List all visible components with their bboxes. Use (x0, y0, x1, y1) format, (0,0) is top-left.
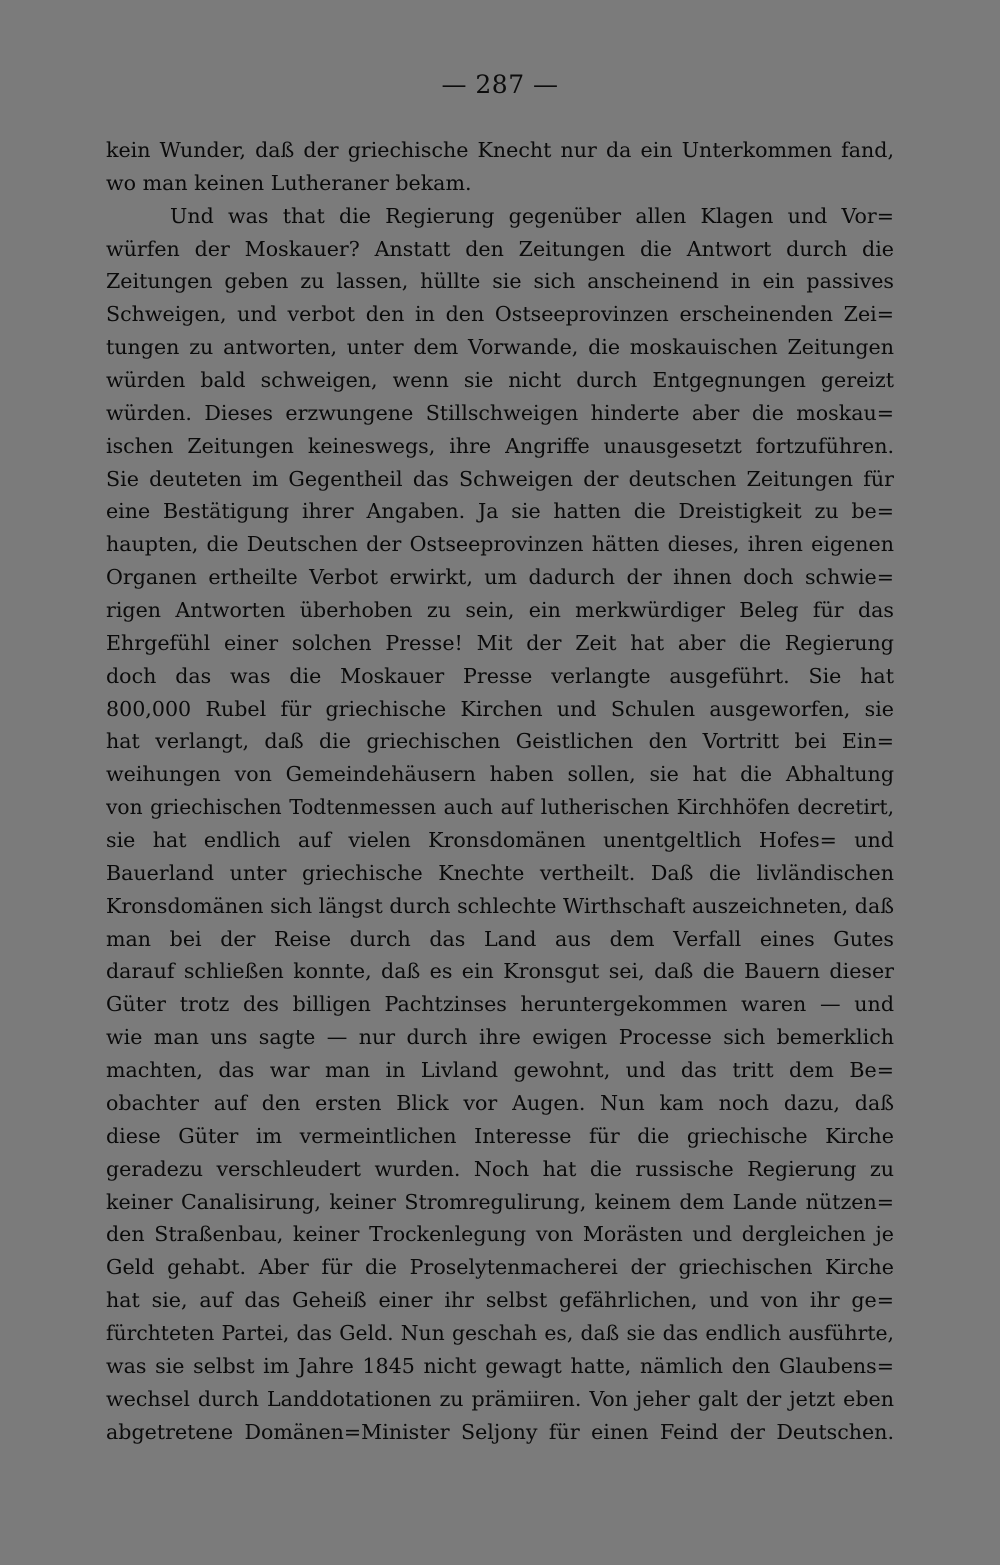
text-line: wie man uns sagte — nur durch ihre ewigen Processe sich bemerklich (106, 1025, 894, 1050)
text-line: machten, das war man in Livland gewohnt, und das tritt dem Be= (106, 1058, 894, 1083)
text-line: keiner Canalisirung, keiner Stromregulirung, keinem dem Lande nützen= (106, 1189, 894, 1214)
text-line: Kronsdomänen sich längst durch schlechte Wirthschaft auszeichneten, daß (106, 893, 894, 918)
text-line: Sie deuteten im Gegentheil das Schweigen der deutschen Zeitungen für (106, 466, 894, 491)
text-line: Geld gehabt. Aber für die Proselytenmacherei der griechischen Kirche (106, 1255, 894, 1280)
text-line: den Straßenbau, keiner Trockenlegung von Morästen und dergleichen je (106, 1222, 894, 1247)
text-line: würden bald schweigen, wenn sie nicht durch Entgegnungen gereizt (106, 368, 894, 393)
text-line: eine Bestätigung ihrer Angaben. Ja sie hatten die Dreistigkeit zu be= (106, 499, 894, 524)
text-line: Organen ertheilte Verbot erwirkt, um dadurch der ihnen doch schwie= (106, 565, 894, 590)
text-line: haupten, die Deutschen der Ostseeprovinzen hätten dieses, ihren eigenen (106, 532, 894, 557)
text-line: ischen Zeitungen keineswegs, ihre Angriffe unausgesetzt fortzuführen. (106, 433, 894, 458)
text-line: hat verlangt, daß die griechischen Geistlichen den Vortritt bei Ein= (106, 729, 894, 754)
text-line: obachter auf den ersten Blick vor Augen. Nun kam noch dazu, daß (106, 1090, 894, 1115)
text-line: tungen zu antworten, unter dem Vorwande, die moskauischen Zeitungen (106, 335, 894, 360)
text-line: hat sie, auf das Geheiß einer ihr selbst gefährlichen, und von ihr ge= (106, 1288, 894, 1313)
text-line: sie hat endlich auf vielen Kronsdomänen unentgeltlich Hofes= und (106, 828, 894, 853)
text-line: wechsel durch Landdotationen zu prämiiren. Von jeher galt der jetzt eben (106, 1386, 894, 1411)
text-line: fürchteten Partei, das Geld. Nun geschah es, daß sie das endlich ausführte, (106, 1320, 894, 1345)
text-line: abgetretene Domänen=Minister Seljony für einen Feind der Deutschen. (106, 1419, 894, 1444)
text-line: Güter trotz des billigen Pachtzinses heruntergekommen waren — und (106, 992, 894, 1017)
text-line: was sie selbst im Jahre 1845 nicht gewagt hatte, nämlich den Glaubens= (106, 1353, 894, 1378)
text-line: geradezu verschleudert wurden. Noch hat die russische Regierung zu (106, 1156, 894, 1181)
text-line: würden. Dieses erzwungene Stillschweigen hinderte aber die moskau= (106, 400, 894, 425)
text-line: kein Wunder, daß der griechische Knecht nur da ein Unterkommen fand, (106, 138, 894, 162)
text-line: würfen der Moskauer? Anstatt den Zeitungen die Antwort durch die (106, 236, 894, 261)
text-line: diese Güter im vermeintlichen Interesse für die griechische Kirche (106, 1123, 894, 1148)
page-number: — 287 — (441, 70, 559, 99)
text-line: rigen Antworten überhoben zu sein, ein merkwürdiger Beleg für das (106, 598, 894, 623)
text-line: weihungen von Gemeindehäusern haben sollen, sie hat die Abhaltung (106, 762, 894, 787)
text-line: man bei der Reise durch das Land aus dem Verfall eines Gutes (106, 926, 894, 951)
text-line: von griechischen Todtenmessen auch auf lutherischen Kirchhöfen decretirt, (106, 795, 894, 820)
text-line: darauf schließen konnte, daß es ein Kronsgut sei, daß die Bauern dieser (106, 959, 894, 984)
body-text (106, 134, 894, 1448)
text-line: Bauerland unter griechische Knechte vertheilt. Daß die livländischen (106, 860, 894, 885)
text-line: Schweigen, und verbot den in den Ostseeprovinzen erscheinenden Zei= (106, 302, 894, 327)
text-line: doch das was die Moskauer Presse verlangte ausgeführt. Sie hat (106, 663, 894, 688)
text-line: Zeitungen geben zu lassen, hüllte sie sich anscheinend in ein passives (106, 269, 894, 294)
text-line: Und was that die Regierung gegenüber allen Klagen und Vor= (170, 203, 894, 228)
text-line: 800,000 Rubel für griechische Kirchen und Schulen ausgeworfen, sie (106, 696, 894, 721)
text-line: Ehrgefühl einer solchen Presse! Mit der Zeit hat aber die Regierung (106, 630, 894, 655)
text-line: wo man keinen Lutheraner bekam. (106, 170, 472, 195)
